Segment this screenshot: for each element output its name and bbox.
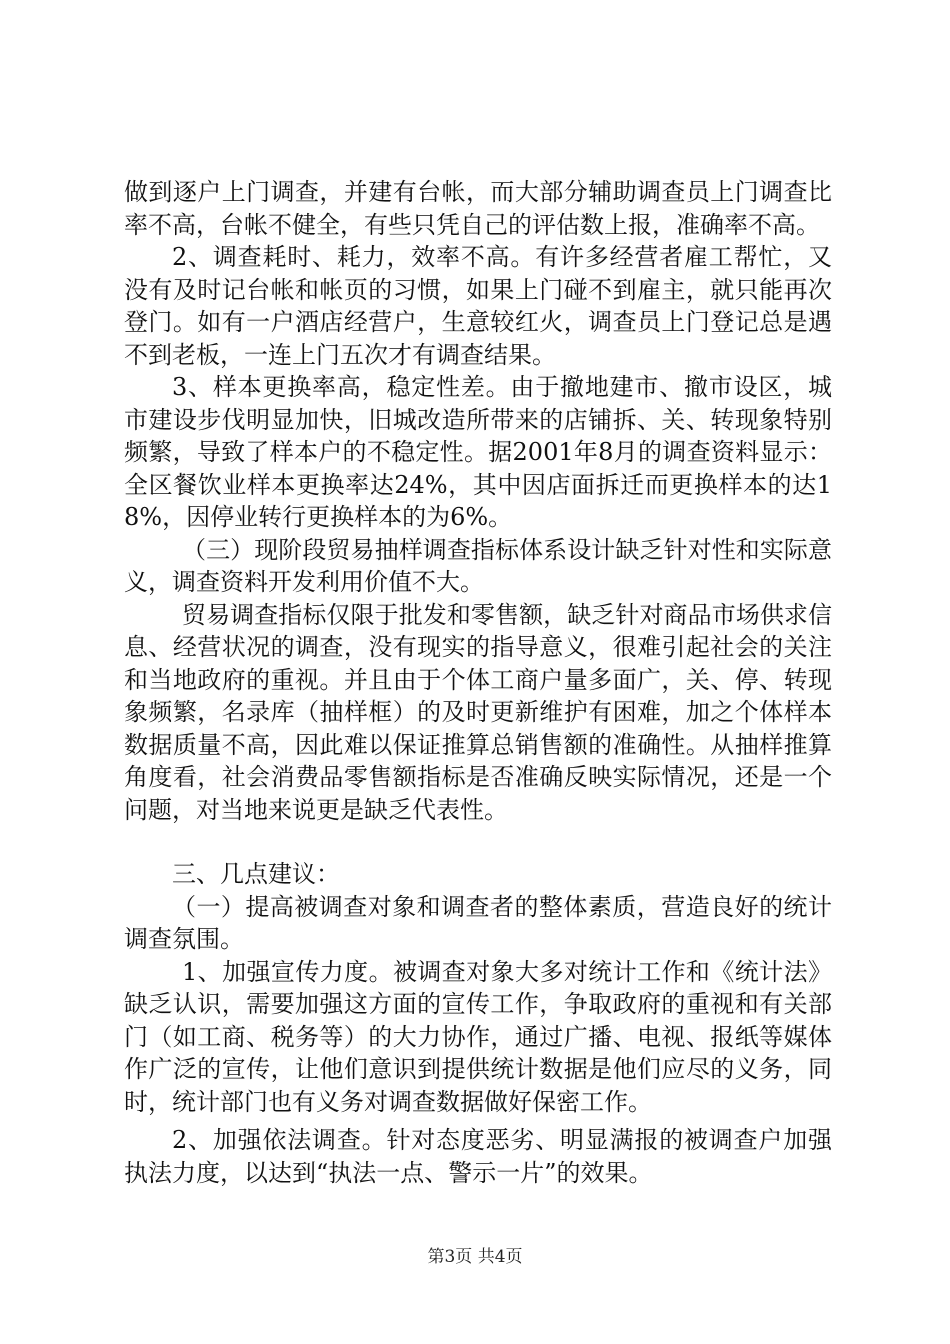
paragraph-item-2: 2、调查耗时、耗力，效率不高。有许多经营者雇工帮忙，又没有及时记台帐和帐页的习惯，如果上门碰不到雇主，就只能再次登门。如有一户酒店经营户，生意较红火，调查员上门登记总是遇不到老板，一连上门五次才有调查结果。: [124, 243, 832, 369]
paragraph-item-3: 3、样本更换率高，稳定性差。由于撤地建市、撤市设区，城市建设步伐明显加快，旧城改造所带来的店铺拆、关、转现象特别频繁，导致了样本户的不稳定性。据2001年8月的调查资料显示：全区餐饮业样本更换率达24%，其中因店面拆迁而更换样本的达18%，因停业转行更换样本的为6%。: [124, 373, 832, 531]
paragraph-subheading-1: （一）提高被调查对象和调查者的整体素质，营造良好的统计调查氛围。: [124, 892, 832, 953]
paragraph-subheading-3: （三）现阶段贸易抽样调查指标体系设计缺乏针对性和实际意义，调查资料开发利用价值不大。: [124, 535, 832, 596]
paragraph-spacer: [124, 826, 832, 858]
paragraph-indicators: 贸易调查指标仅限于批发和零售额，缺乏针对商品市场供求信息、经营状况的调查，没有现实的指导意义，很难引起社会的关注和当地政府的重视。并且由于个体工商户量多面广，关、停、转现象频繁，名录库（抽样框）的及时更新维护有困难，加之个体样本数据质量不高，因此难以保证推算总销售额的准确性。从抽样推算角度看，社会消费品零售额指标是否准确反映实际情况，还是一个问题，对当地来说更是缺乏代表性。: [124, 600, 832, 824]
paragraph-legal-survey: 2、加强依法调查。针对态度恶劣、明显满报的被调查户加强执法力度，以达到“执法一点、警示一片”的效果。: [124, 1126, 832, 1187]
page-footer: 第3页 共4页: [427, 1247, 523, 1267]
paragraph-publicity: 1、加强宣传力度。被调查对象大多对统计工作和《统计法》缺乏认识，需要加强这方面的宣传工作，争取政府的重视和有关部门（如工商、税务等）的大力协作，通过广播、电视、报纸等媒体作广泛的宣传，让他们意识到提供统计数据是他们应尽的义务，同时，统计部门也有义务对调查数据做好保密工作。: [124, 957, 832, 1116]
paragraph-continuation: 做到逐户上门调查，并建有台帐，而大部分辅助调查员上门调查比率不高，台帐不健全，有些只凭自己的评估数上报，准确率不高。: [124, 178, 832, 239]
section-heading-suggestions: 三、几点建议：: [172, 860, 340, 888]
document-body: [124, 176, 832, 1189]
